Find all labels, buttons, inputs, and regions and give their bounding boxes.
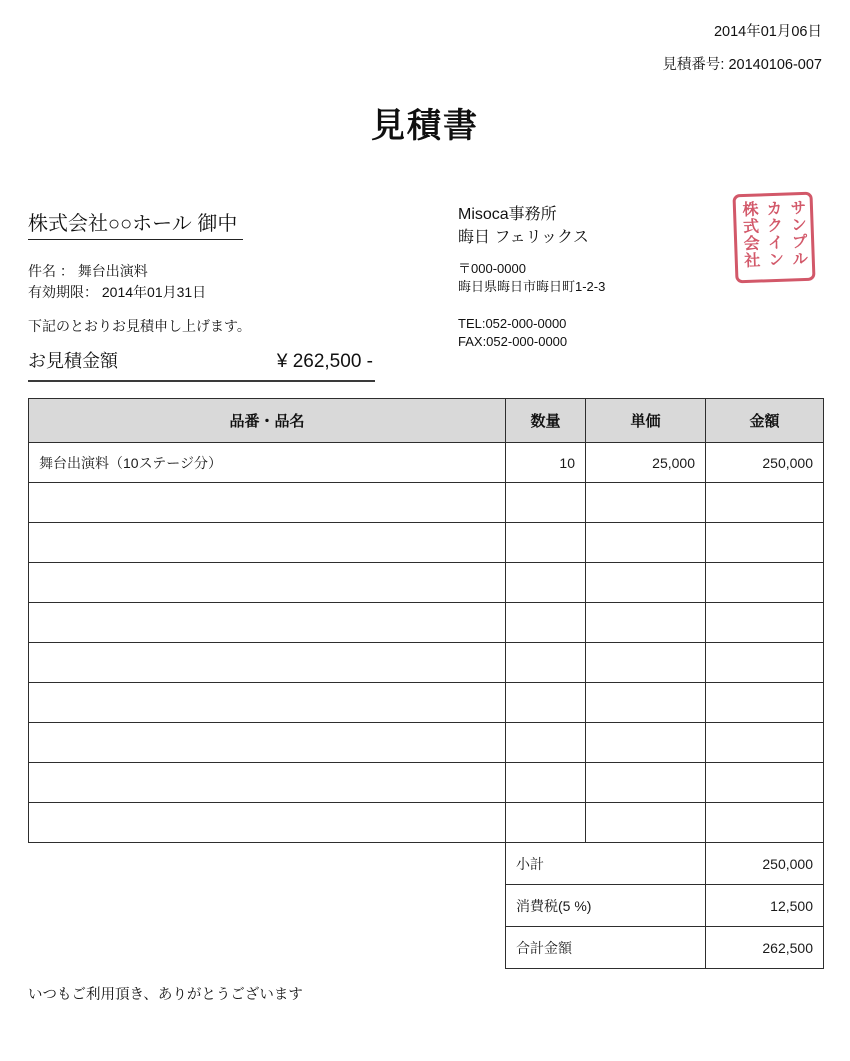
issuer-person: 晦日 フェリックス	[458, 229, 589, 246]
header-item-name: 品番・品名	[29, 399, 506, 443]
grand-total-row	[506, 927, 824, 969]
empty-item-row	[29, 763, 824, 803]
item-name-cell: 舞台出演料（10ステージ分）	[29, 443, 506, 483]
empty-item-row	[29, 803, 824, 843]
header-quantity: 数量	[506, 399, 586, 443]
seal-column-middle: カクイン	[763, 199, 786, 268]
estimate-amount-value: ¥ 262,500 -	[276, 351, 373, 372]
issuer-fax: FAX:052-000-0000	[458, 334, 568, 349]
issuer-tel: TEL:052-000-0000	[458, 316, 567, 331]
grand-total-value: 262,500	[706, 927, 824, 969]
estimate-amount-row	[28, 347, 375, 382]
item-amount-cell: 250,000	[706, 443, 824, 483]
seal-column-left: 株式会社	[739, 200, 762, 269]
tax-label: 消費税(5 %)	[506, 885, 706, 927]
empty-item-row	[29, 723, 824, 763]
issuer-company: Misoca事務所	[458, 206, 557, 223]
subtotal-label: 小計	[506, 843, 706, 885]
item-row	[29, 443, 824, 483]
items-table	[28, 398, 824, 843]
empty-item-row	[29, 643, 824, 683]
item-unit-price-cell: 25,000	[586, 443, 706, 483]
validity-line: 有効期限： 2014年01月31日	[28, 284, 207, 300]
header-unit-price: 単価	[586, 399, 706, 443]
quotation-number: 見積番号: 20140106-007	[662, 57, 822, 73]
empty-item-row	[29, 563, 824, 603]
estimate-amount-label: お見積金額	[28, 351, 118, 371]
items-header-row	[29, 399, 824, 443]
seal-column-right: サンプル	[787, 198, 810, 267]
document-date: 2014年01月06日	[713, 24, 822, 40]
tax-value: 12,500	[706, 885, 824, 927]
company-seal-text	[737, 198, 812, 276]
header-amount: 金額	[706, 399, 824, 443]
empty-item-row	[29, 523, 824, 563]
subtotal-row	[506, 843, 824, 885]
totals-table	[505, 842, 824, 969]
issuer-address: 晦日県晦日市晦日町1-2-3	[458, 279, 606, 294]
issuer-postal-code: 〒000-0000	[458, 261, 526, 276]
grand-total-label: 合計金額	[506, 927, 706, 969]
item-qty-cell: 10	[506, 443, 586, 483]
client-name: 株式会社○○ホール 御中	[28, 207, 243, 240]
empty-item-row	[29, 683, 824, 723]
items-body	[29, 443, 824, 843]
empty-item-row	[29, 483, 824, 523]
company-seal-stamp	[732, 192, 815, 284]
tax-row	[506, 885, 824, 927]
greeting-line: 下記のとおりお見積申し上げます。	[28, 318, 251, 334]
footer-message: いつもご利用頂き、ありがとうございます	[28, 987, 303, 1003]
document-title: 見積書	[371, 107, 479, 145]
subject-line: 件名 ： 舞台出演料	[28, 263, 148, 279]
subtotal-value: 250,000	[706, 843, 824, 885]
empty-item-row	[29, 603, 824, 643]
